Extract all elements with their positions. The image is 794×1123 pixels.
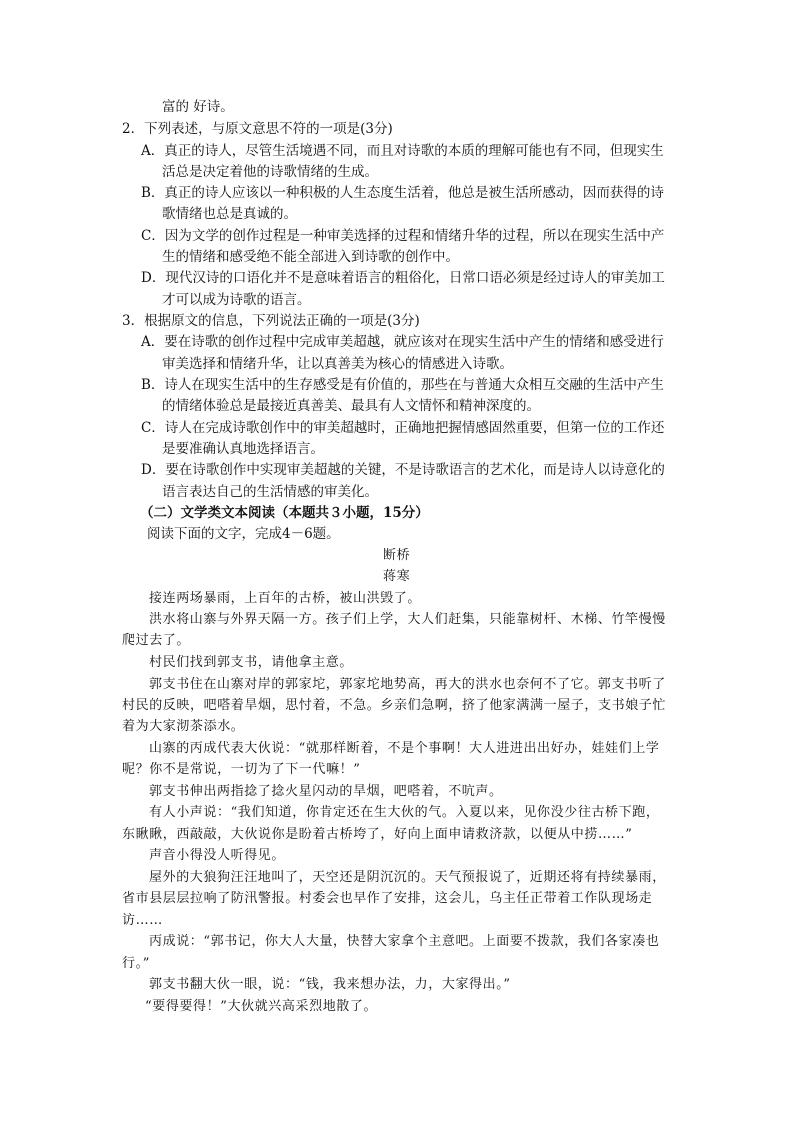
story-paragraph-5-line1: 山寨的丙成代表大伙说：“就那样断着，不是个事啊！大人进进出出好办，娃娃们上学: [149, 741, 660, 756]
story-paragraph-9-line3: 访……: [122, 913, 163, 928]
story-author: 蒋寒: [383, 569, 411, 584]
q2-option-d-line2: 才可以成为诗歌的语言。: [162, 292, 311, 308]
story-paragraph-9-line2: 省市县层层拉响了防汛警报。村委会也早作了安排，这会儿，乌主任正带着工作队现场走: [122, 891, 653, 906]
q2-option-b-line2: 歌情绪也总是真诚的。: [162, 206, 297, 222]
q3-option-c-line1: C．诗人在完成诗歌创作中的审美超越时，正确地把握情感固然重要，但第一位的工作还: [141, 420, 665, 436]
q3-stem: 3．根据原文的信息，下列说法正确的一项是(3分): [122, 313, 420, 329]
story-paragraph-10-line2: 行。”: [122, 956, 150, 971]
story-paragraph-4-line2: 村民的反映，吧嗒着旱烟，思忖着，不急。乡亲们急啊，挤了他家满满一屋子，支书娘子忙: [122, 698, 667, 713]
q2-option-c-line2: 生的情绪和感受绝不能全部进入到诗歌的创作中。: [162, 249, 459, 265]
story-paragraph-3: 村民们找到郭支书，请他拿主意。: [149, 655, 354, 670]
q3-option-d-line2: 语言表达自己的生活情感的审美化。: [162, 484, 378, 500]
story-paragraph-6: 郭支书伸出两指捻了捻火星闪动的旱烟，吧嗒着，不吭声。: [149, 784, 503, 799]
story-paragraph-2-line1: 洪水将山寨与外界天隔一方。孩子们上学，大人们赶集，只能靠树杆、木梯、竹竿慢慢: [149, 612, 666, 627]
q1-tail: 富的 好诗。: [162, 99, 234, 115]
q2-option-a-line1: A．真正的诗人，尽管生活境遇不同，而且对诗歌的本质的理解可能也有不同，但现实生: [141, 143, 664, 159]
q2-option-b-line1: B．真正的诗人应该以一种积极的人生态度生活着，他总是被生活所感动，因而获得的诗: [141, 185, 664, 201]
section-heading: （二）文学类文本阅读（本题共３小题，15分）: [140, 505, 429, 521]
story-paragraph-11: 郭支书翻大伙一眼，说：“钱，我来想办法，力，大家得出。”: [149, 977, 511, 992]
section-instruction: 阅读下面的文字，完成4－6题。: [147, 526, 340, 542]
q3-option-d-line1: D．要在诗歌创作中实现审美超越的关键，不是诗歌语言的艺术化，而是诗人以诗意化的: [141, 462, 665, 478]
story-paragraph-7-line2: 东瞅瞅，西敲敲，大伙说你是盼着古桥垮了，好向上面申请救济款，以便从中捞……”: [122, 827, 633, 842]
q3-option-a-line2: 审美选择和情绪升华，让以真善美为核心的情感进入诗歌。: [162, 356, 513, 372]
q3-option-a-line1: A．要在诗歌的创作过程中完成审美超越，就应该对在现实生活中产生的情绪和感受进行: [141, 334, 664, 350]
story-paragraph-4-line3: 着为大家沏茶添水。: [122, 719, 245, 734]
story-title: 断桥: [383, 548, 411, 563]
q2-option-d-line1: D．现代汉诗的口语化并不是意味着语言的粗俗化，日常口语必须是经过诗人的审美加工: [141, 270, 665, 286]
story-paragraph-10-line1: 丙成说：“郭书记，你大人大量，快替大家拿个主意吧。上面要不拨款，我们各家凑也: [149, 934, 660, 949]
story-paragraph-1: 接连两场暴雨，上百年的古桥，被山洪毁了。: [149, 591, 422, 606]
story-paragraph-2-line2: 爬过去了。: [122, 633, 191, 648]
story-paragraph-12: “要得要得！”大伙就兴高采烈地散了。: [145, 999, 378, 1014]
q3-option-b-line2: 的情绪体验总是最接近真善美、最具有人文情怀和精神深度的。: [162, 398, 540, 414]
q2-option-a-line2: 活总是决定着他的诗歌情绪的生成。: [162, 164, 378, 180]
story-paragraph-8: 声音小得没人听得见。: [149, 848, 286, 863]
q3-option-b-line1: B．诗人在现实生活中的生存感受是有价值的，那些在与普通大众相互交融的生活中产生: [141, 377, 664, 393]
story-paragraph-4-line1: 郭支书住在山寨对岸的郭家坨，郭家坨地势高，再大的洪水也奈何不了它。郭支书听了: [149, 677, 666, 692]
q3-option-c-line2: 是要准确认真地选择语言。: [162, 441, 324, 457]
story-paragraph-5-line2: 呢？你不是常说，一切为了下一代嘛！”: [122, 762, 361, 777]
story-paragraph-7-line1: 有人小声说：“我们知道，你肯定还在生大伙的气。入夏以来，见你没少往古桥下跑，: [149, 805, 660, 820]
story-paragraph-9-line1: 屋外的大狼狗汪汪地叫了，天空还是阴沉沉的。天气预报说了，近期还将有持续暴雨，: [149, 870, 666, 885]
q2-stem: 2．下列表述，与原文意思不符的一项是(3分): [122, 121, 393, 137]
q2-option-c-line1: C．因为文学的创作过程是一种审美选择的过程和情绪升华的过程，所以在现实生活中产: [141, 228, 665, 244]
